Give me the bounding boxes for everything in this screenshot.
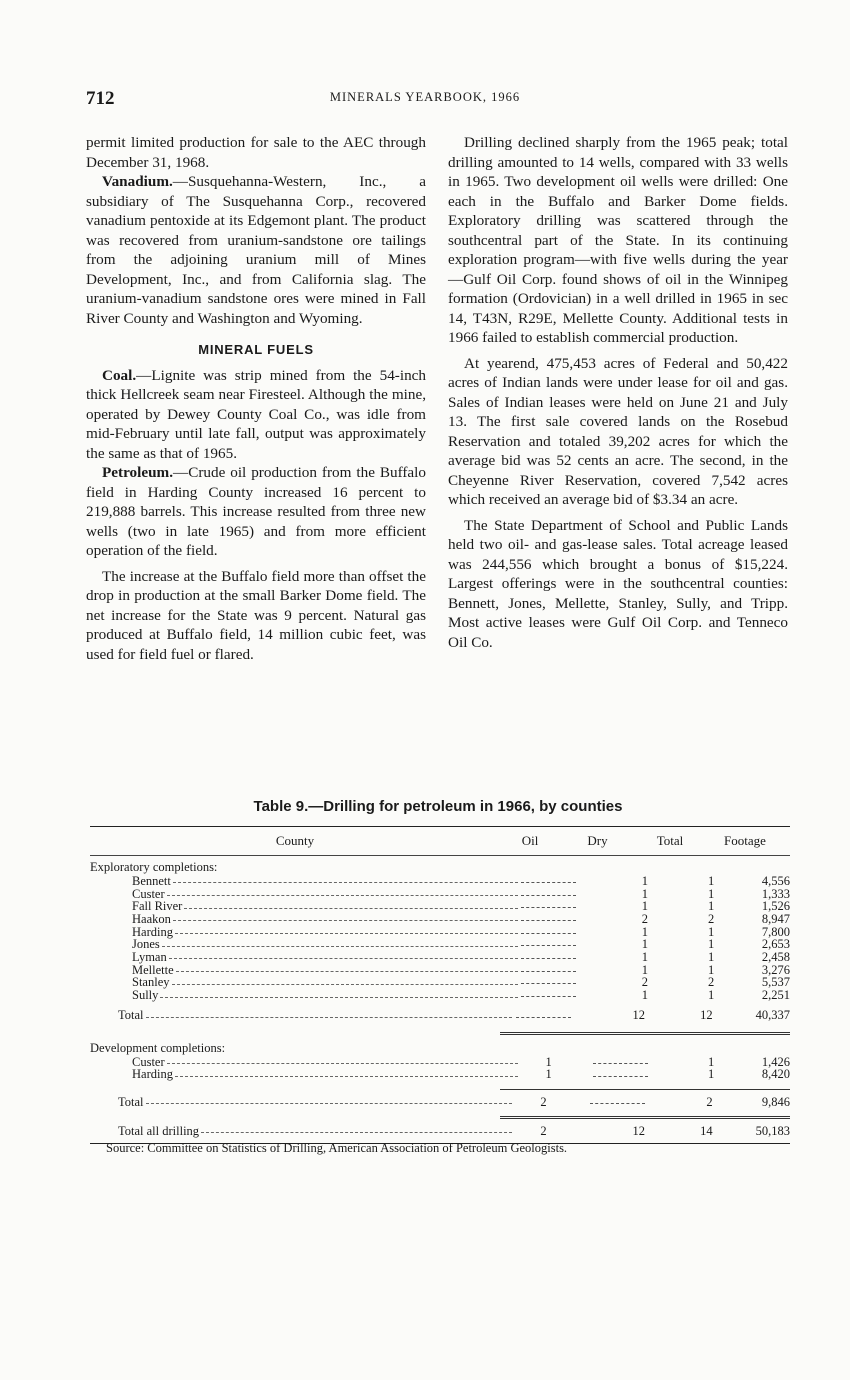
cell-footage: 5,537	[761, 975, 790, 990]
cell-footage: 7,800	[761, 924, 790, 939]
table-row-grand-total	[90, 1121, 790, 1141]
cell-total: 2	[708, 911, 715, 926]
paragraph: permit limited production for sale to the AEC through December 31, 1968.	[86, 134, 426, 171]
column-header-footage: Footage	[724, 833, 766, 848]
total-label: Total	[118, 1094, 144, 1109]
dot-leader	[173, 915, 518, 921]
cell-dry: 2	[641, 975, 648, 990]
paragraph-coal	[86, 366, 426, 464]
dash-placeholder	[521, 970, 576, 972]
paragraph: The State Department of School and Public Lands held two oil- and gas-lease sales. Total acreage leased was 244,556 which brought a bonus of $15,224. Largest offerings were in the southcentral counties: Bennett, Jones, Mellette, Stanley, Sully, and Tripp. Most active leases were Gulf Oil Corp. and Tenneco Oil Co.	[448, 516, 788, 651]
dash-placeholder	[521, 881, 576, 883]
header-rule	[90, 855, 790, 856]
cell-dry: 1	[641, 873, 648, 888]
section-heading: MINERAL FUELS	[198, 342, 314, 357]
county-name: Jones	[132, 937, 160, 952]
exploratory-rows	[90, 875, 790, 1002]
paragraph-petroleum	[86, 463, 426, 561]
county-name: Lyman	[132, 949, 167, 964]
paragraph-text: —Crude oil production from the Buffalo field in Harding County increased 16 percent to 219,888 barrels. This increase resulted from three new wells (two in late 1965) and from more efficient operation of the field.	[86, 464, 426, 559]
county-name: Haakon	[132, 911, 171, 926]
dash-placeholder	[521, 906, 576, 908]
cell-total: 1	[708, 873, 715, 888]
cell-footage: 50,183	[755, 1123, 791, 1138]
row-label	[90, 988, 520, 1003]
group-label: Exploratory completions:	[90, 860, 218, 874]
dot-leader	[175, 1071, 518, 1077]
cell-total: 2	[706, 1094, 713, 1109]
dash-placeholder	[521, 919, 576, 921]
cell-oil: 2	[540, 1123, 547, 1138]
dash-placeholder	[521, 944, 576, 946]
paragraph: At yearend, 475,453 acres of Federal and 50,422 acres of Indian lands were under lease for oil and gas. Sales of Indian leases were held on June 21 and July 13. The first sale covered lands on the Rosebud Reservation and totaled 39,202 acres for which the average bid was 52 cents an acre. The second, in the Cheyenne River Reservation, covered 7,542 acres which received an average bid of $3.34 an acre.	[448, 354, 788, 508]
row-label	[90, 1008, 514, 1023]
cell-oil	[514, 1008, 572, 1023]
column-header-dry: Dry	[587, 833, 608, 848]
cell-total: 1	[708, 1067, 715, 1082]
table-row-exploratory-total	[90, 1006, 790, 1026]
cell-footage: 4,556	[761, 873, 790, 888]
dot-leader	[146, 1012, 513, 1018]
row-label	[90, 1124, 514, 1139]
double-rule	[500, 1116, 790, 1119]
cell-oil: 1	[545, 1054, 552, 1069]
dash-placeholder	[593, 1062, 648, 1064]
cell-footage: 1,526	[761, 899, 790, 914]
table-row	[90, 989, 790, 1002]
dot-leader	[201, 1127, 512, 1133]
cell-total: 1	[708, 924, 715, 939]
cell-total: 14	[700, 1123, 713, 1138]
cell-total: 1	[708, 949, 715, 964]
dash-placeholder	[521, 932, 576, 934]
cell-footage: 40,337	[755, 1008, 791, 1023]
cell-dry: 12	[632, 1008, 645, 1023]
total-label: Total	[118, 1008, 144, 1023]
table-row-development-total	[90, 1092, 790, 1112]
county-name: Stanley	[132, 975, 170, 990]
dot-leader	[175, 928, 518, 934]
table-header-row	[90, 827, 790, 855]
cell-dry: 1	[641, 988, 648, 1003]
cell-total: 2	[708, 975, 715, 990]
dot-leader	[160, 992, 518, 998]
dot-leader	[146, 1098, 513, 1104]
dot-leader	[173, 877, 518, 883]
cell-oil: 1	[545, 1067, 552, 1082]
paragraph-text: —Susquehanna-Western, Inc., a subsidiary of The Susquehanna Corp., recovered vanadium pentoxide at its Edgemont plant. The product was recovered from uranium-sandstone ore tailings from the adjoining uranium mill of Mines Development, Inc., and from California slag. The uranium-vanadium sandstone ores were mined in Fall River County and Washington and Wyoming.	[86, 173, 426, 327]
county-name: Harding	[132, 924, 173, 939]
cell-dry: 1	[641, 886, 648, 901]
cell-total: 1	[708, 886, 715, 901]
cell-footage: 1,426	[761, 1054, 790, 1069]
dash-placeholder	[521, 894, 576, 896]
cell-total: 1	[708, 899, 715, 914]
cell-footage: 2,653	[761, 937, 790, 952]
table-caption: Table 9.—Drilling for petroleum in 1966, by counties	[253, 798, 623, 815]
dot-leader	[176, 966, 519, 972]
cell-dry	[577, 1067, 648, 1082]
cell-total: 1	[708, 988, 715, 1003]
dash-placeholder	[593, 1075, 648, 1077]
run-in-heading: Vanadium.	[102, 173, 173, 190]
dash-placeholder	[521, 995, 576, 997]
county-name: Bennett	[132, 873, 171, 888]
cell-footage: 8,420	[761, 1067, 790, 1082]
paragraph-text: —Lignite was strip mined from the 54-inch thick Hellcreek seam near Firesteel. Although the mine, operated by Dewey County Coal Co., was idle from mid-February until late fall, output was approximately the same as that of 1965.	[86, 366, 426, 462]
running-head: MINERALS YEARBOOK, 1966	[329, 90, 521, 104]
paragraph-vanadium	[86, 172, 426, 328]
paragraph: The increase at the Buffalo field more than offset the drop in production at the small Barker Dome field. The net increase for the State was 9 percent. Natural gas produced at Buffalo field, 14 million cubic feet, was used for field fuel or flared.	[86, 567, 426, 663]
cell-dry	[572, 1095, 645, 1110]
county-name: Harding	[132, 1067, 173, 1082]
cell-footage: 3,276	[761, 962, 790, 977]
dot-leader	[169, 953, 518, 959]
row-label	[90, 1067, 520, 1082]
county-name: Sully	[132, 988, 159, 1003]
dash-placeholder	[590, 1102, 645, 1104]
cell-dry: 2	[641, 911, 648, 926]
cell-dry: 1	[641, 962, 648, 977]
cell-total: 1	[708, 962, 715, 977]
sum-rule	[500, 1089, 790, 1090]
left-column	[86, 133, 426, 664]
dot-leader	[184, 903, 518, 909]
development-rows	[90, 1056, 790, 1081]
cell-total: 12	[700, 1008, 713, 1023]
column-header-county: County	[275, 833, 315, 848]
cell-dry: 1	[641, 924, 648, 939]
row-label	[90, 1095, 514, 1110]
cell-dry: 1	[641, 949, 648, 964]
run-in-heading: Coal.	[102, 366, 137, 384]
column-header-oil: Oil	[521, 833, 539, 848]
dash-placeholder	[516, 1016, 571, 1018]
group-label: Development completions:	[90, 1040, 226, 1055]
page-number: 712	[86, 88, 115, 109]
cell-oil	[520, 988, 577, 1003]
run-in-heading: Petroleum.	[102, 464, 173, 481]
cell-dry: 1	[641, 937, 648, 952]
drilling-table	[90, 826, 790, 1144]
dot-leader	[167, 1058, 519, 1064]
cell-footage: 8,947	[761, 911, 790, 926]
county-name: Mellette	[132, 962, 174, 977]
dash-placeholder	[521, 957, 576, 959]
county-name: Fall River	[132, 899, 183, 914]
table-source-note: Source: Committee on Statistics of Drilling, American Association of Petroleum Geologists.	[106, 1141, 568, 1155]
cell-dry: 1	[641, 899, 648, 914]
cell-footage: 1,333	[761, 886, 790, 901]
cell-oil: 2	[540, 1094, 547, 1109]
column-header-total: Total	[656, 833, 684, 848]
cell-footage: 9,846	[761, 1094, 791, 1109]
dot-leader	[162, 941, 518, 947]
county-name: Custer	[132, 886, 165, 901]
right-column	[448, 133, 788, 652]
table-row	[90, 1069, 790, 1082]
double-rule	[500, 1032, 790, 1035]
cell-dry: 12	[632, 1123, 645, 1138]
total-label: Total all drilling	[118, 1123, 200, 1138]
cell-total: 1	[708, 937, 715, 952]
county-name: Custer	[132, 1054, 165, 1069]
paragraph: Drilling declined sharply from the 1965 peak; total drilling amounted to 14 wells, compared with 33 wells in 1965. Two development oil wells were drilled: One each in the Buffalo and Barker Dome fields. Exploratory drilling was scattered through the southcentral part of the State. In its continuing exploration program—with five wells during the year—Gulf Oil Corp. found shows of oil in the Winnipeg formation (Ordovician) in a well drilled in 1965 in sec 14, T43N, R29E, Mellette County. Additional tests in 1966 failed to establish commercial production.	[448, 134, 788, 346]
dash-placeholder	[521, 982, 576, 984]
cell-footage: 2,458	[761, 949, 790, 964]
dot-leader	[167, 890, 519, 896]
cell-total: 1	[708, 1054, 715, 1069]
cell-footage: 2,251	[761, 988, 790, 1003]
dot-leader	[172, 979, 519, 985]
